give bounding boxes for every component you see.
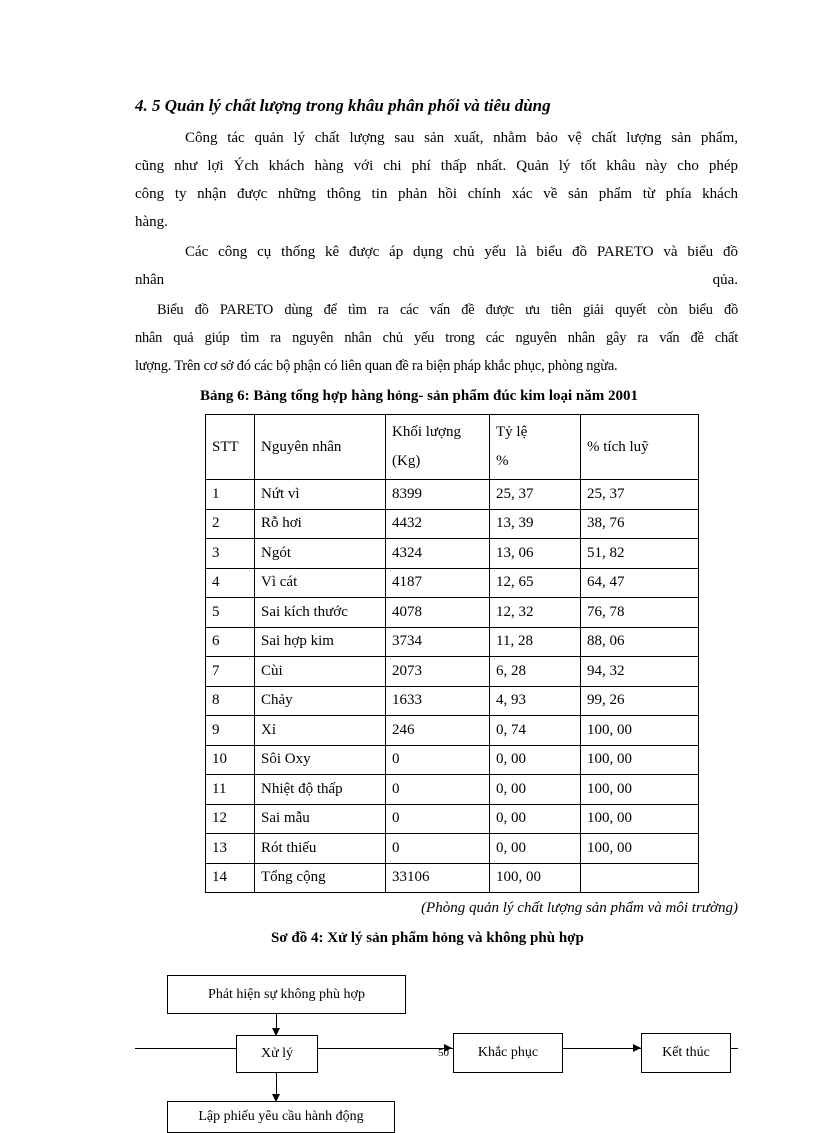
cell-stt: 13 (206, 834, 255, 864)
cell-cause: Nhiệt độ thấp (255, 775, 386, 805)
cell-weight: 4324 (386, 539, 490, 569)
table-row (206, 686, 699, 716)
paragraph-2-word: qủa. (712, 272, 738, 288)
paragraph-2 (135, 238, 738, 294)
cell-cumulative: 100, 00 (581, 804, 699, 834)
cell-cause: Rót thiếu (255, 834, 386, 864)
diagram-caption: Sơ đồ 4: Xử lý sản phẩm hỏng và không phù hợp (271, 930, 584, 946)
arrow-right-icon (633, 1044, 641, 1052)
paragraph-1 (135, 124, 738, 236)
table-header-row (206, 415, 699, 480)
table-row (206, 598, 699, 628)
cell-cumulative: 38, 76 (581, 509, 699, 539)
paragraph-3-line: Biểu đồ PARETO dùng để tìm ra các vấn đề được ưu tiên giải quyết còn biểu đồ (157, 302, 738, 318)
table-row (206, 745, 699, 775)
cell-weight: 4078 (386, 598, 490, 628)
header-stt: STT (206, 415, 255, 480)
table-row (206, 657, 699, 687)
cell-cumulative: 100, 00 (581, 775, 699, 805)
cell-ratio: 13, 06 (490, 539, 581, 569)
cell-ratio: 0, 00 (490, 804, 581, 834)
cell-cause: Nứt vì (255, 480, 386, 510)
cell-stt: 3 (206, 539, 255, 569)
cell-stt: 7 (206, 657, 255, 687)
cell-cause: Sôi Oxy (255, 745, 386, 775)
paragraph-1-line: Công tác quản lý chất lượng sau sản xuất, nhằm bảo vệ chất lượng sản phẩm, (185, 130, 738, 146)
paragraph-1-line: công ty nhận được những thông tin phản hồi chính xác về sản phẩm từ phía khách (135, 186, 738, 202)
cell-stt: 4 (206, 568, 255, 598)
cell-stt: 6 (206, 627, 255, 657)
cell-stt: 10 (206, 745, 255, 775)
paragraph-1-line: hàng. (135, 214, 168, 230)
cell-cumulative: 99, 26 (581, 686, 699, 716)
table-source-note: (Phòng quản lý chất lượng sản phẩm và môi trường) (421, 900, 738, 916)
header-ratio (490, 415, 581, 480)
cell-cause: Tổng cộng (255, 863, 386, 893)
flow-box-handle: Xử lý (236, 1035, 318, 1073)
header-weight-line1: Khối lượng (392, 424, 461, 440)
cell-cumulative: 51, 82 (581, 539, 699, 569)
cell-cause: Xỉ (255, 716, 386, 746)
cell-ratio: 25, 37 (490, 480, 581, 510)
cell-weight: 33106 (386, 863, 490, 893)
section-heading: 4. 5 Quản lý chất lượng trong khâu phân phối và tiêu dùng (135, 96, 551, 115)
header-weight (386, 415, 490, 480)
cell-ratio: 100, 00 (490, 863, 581, 893)
flow-box-end: Kết thúc (641, 1033, 731, 1073)
cell-ratio: 0, 00 (490, 745, 581, 775)
paragraph-2-word: nhân (135, 272, 165, 288)
cell-cause: Vì cát (255, 568, 386, 598)
cell-weight: 4432 (386, 509, 490, 539)
cell-stt: 11 (206, 775, 255, 805)
table-row (206, 568, 699, 598)
paragraph-3-line: lượng. Trên cơ sở đó các bộ phận có liên quan đề ra biện pháp khắc phục, phòng ngừa. (135, 358, 618, 374)
table-row (206, 716, 699, 746)
cell-cause: Sai hợp kim (255, 627, 386, 657)
cell-weight: 4187 (386, 568, 490, 598)
table-row (206, 804, 699, 834)
cell-stt: 12 (206, 804, 255, 834)
cell-cause: Sai kích thước (255, 598, 386, 628)
cell-cumulative: 76, 78 (581, 598, 699, 628)
paragraph-3-line: nhân quả giúp tìm ra nguyên nhân chủ yếu trong các nguyên nhân gây ra vấn đề chất (135, 330, 738, 346)
cell-weight: 1633 (386, 686, 490, 716)
header-cumulative: % tích luỹ (581, 415, 699, 480)
cell-cumulative: 88, 06 (581, 627, 699, 657)
flow-box-detect: Phát hiện sự không phù hợp (167, 975, 406, 1014)
cell-cause: Chảy (255, 686, 386, 716)
table-row (206, 509, 699, 539)
cell-stt: 1 (206, 480, 255, 510)
cell-ratio: 11, 28 (490, 627, 581, 657)
table-row (206, 863, 699, 893)
table-row (206, 627, 699, 657)
header-ratio-line1: Tỷ lệ (496, 424, 528, 440)
cell-cumulative: 100, 00 (581, 834, 699, 864)
cell-stt: 8 (206, 686, 255, 716)
cell-ratio: 0, 00 (490, 775, 581, 805)
cell-cumulative: 64, 47 (581, 568, 699, 598)
table-row (206, 480, 699, 510)
cell-stt: 9 (206, 716, 255, 746)
flow-box-request: Lập phiếu yêu cầu hành động (167, 1101, 395, 1133)
cell-ratio: 12, 32 (490, 598, 581, 628)
paragraph-2-line (135, 266, 738, 294)
flow-box-fix: Khắc phục (453, 1033, 563, 1073)
cell-stt: 5 (206, 598, 255, 628)
cell-weight: 8399 (386, 480, 490, 510)
cell-ratio: 6, 28 (490, 657, 581, 687)
cell-cumulative (581, 863, 699, 893)
paragraph-1-line: cũng như lợi Ých khách hàng với chi phí thấp nhất. Quản lý tốt khâu này cho phép (135, 158, 738, 174)
cell-weight: 0 (386, 834, 490, 864)
cell-ratio: 0, 74 (490, 716, 581, 746)
table-caption: Bảng 6: Bảng tổng hợp hàng hỏng- sản phẩm đúc kim loại năm 2001 (200, 388, 639, 404)
paragraph-2-line: Các công cụ thống kê được áp dụng chủ yếu là biểu đồ PARETO và biểu đồ (185, 244, 738, 260)
cell-cause: Ngót (255, 539, 386, 569)
cell-weight: 246 (386, 716, 490, 746)
cell-weight: 3734 (386, 627, 490, 657)
table-row (206, 775, 699, 805)
defect-summary-table (205, 414, 699, 893)
header-cause: Nguyên nhân (255, 415, 386, 480)
cell-weight: 0 (386, 775, 490, 805)
header-ratio-line2: % (496, 453, 509, 469)
cell-cumulative: 25, 37 (581, 480, 699, 510)
cell-cause: Rỗ hơi (255, 509, 386, 539)
cell-cause: Cùi (255, 657, 386, 687)
cell-cumulative: 100, 00 (581, 745, 699, 775)
cell-weight: 2073 (386, 657, 490, 687)
cell-ratio: 4, 93 (490, 686, 581, 716)
cell-ratio: 12, 65 (490, 568, 581, 598)
cell-stt: 2 (206, 509, 255, 539)
page-number: 50 (438, 1047, 449, 1059)
cell-cumulative: 94, 32 (581, 657, 699, 687)
cell-weight: 0 (386, 745, 490, 775)
cell-cause: Sai mẫu (255, 804, 386, 834)
cell-ratio: 0, 00 (490, 834, 581, 864)
cell-cumulative: 100, 00 (581, 716, 699, 746)
cell-weight: 0 (386, 804, 490, 834)
cell-ratio: 13, 39 (490, 509, 581, 539)
cell-stt: 14 (206, 863, 255, 893)
table-row (206, 539, 699, 569)
table-row (206, 834, 699, 864)
header-weight-line2: (Kg) (392, 453, 421, 469)
paragraph-3 (135, 296, 738, 380)
